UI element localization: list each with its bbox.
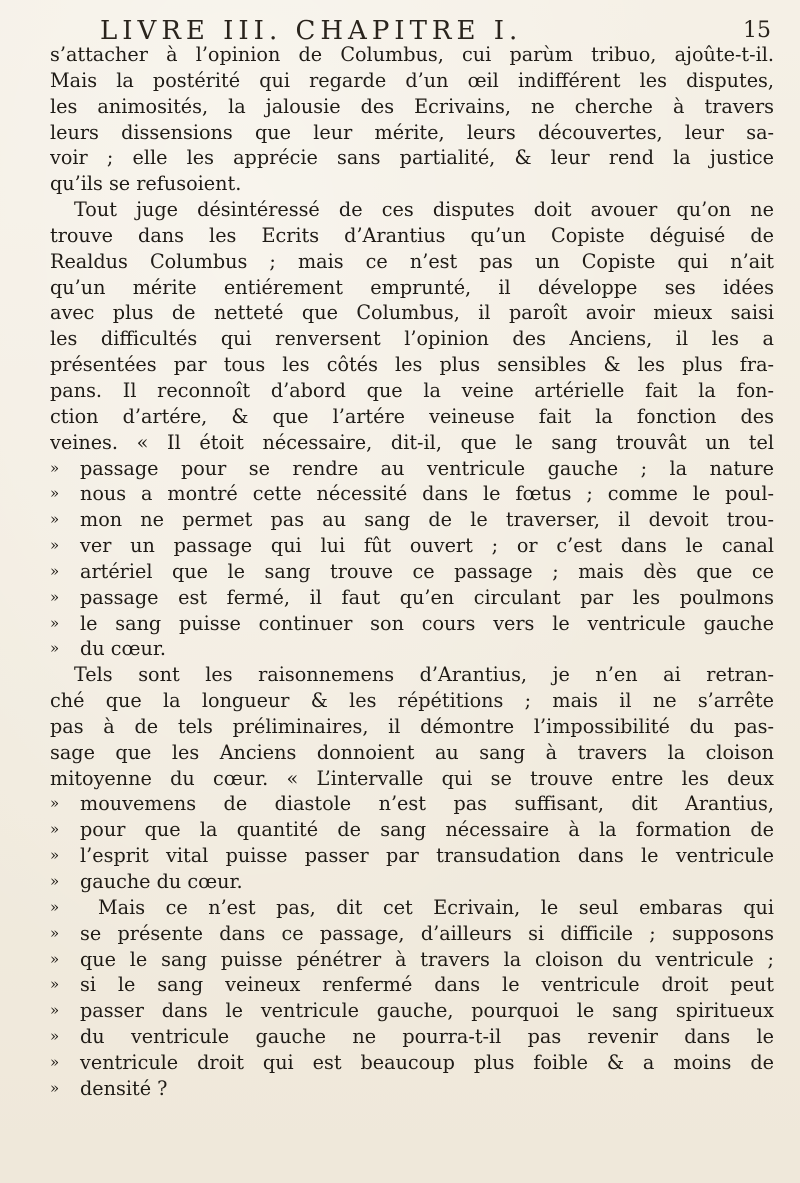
text-line <box>50 895 774 921</box>
text-line-content: Mais la postérité qui regarde d’un œil indifférent les disputes, <box>50 68 774 92</box>
text-line <box>50 662 774 688</box>
body-text <box>50 42 774 1102</box>
text-line-content: ché que la longueur & les répétitions ; mais il ne s’arrête <box>50 689 774 713</box>
text-line <box>50 1076 774 1102</box>
text-line-content: du ventricule gauche ne pourra-t-il pas revenir dans le <box>80 1025 774 1049</box>
text-line-content: passage est fermé, il faut qu’en circulant par les poulmons <box>80 585 774 609</box>
text-line-content: que le sang puisse pénétrer à travers la cloison du ventricule ; <box>80 947 774 971</box>
quote-mark: » <box>50 639 60 658</box>
text-line-content: passage pour se rendre au ventricule gauche ; la nature <box>80 456 774 480</box>
text-line-content: du cœur. <box>80 637 166 661</box>
text-line <box>50 817 774 843</box>
text-line-content: voir ; elle les apprécie sans partialité, & leur rend la justice <box>50 146 774 170</box>
quote-mark: » <box>50 587 60 606</box>
text-line <box>50 378 774 404</box>
text-line-content: avec plus de netteté que Columbus, il paroît avoir mieux saisi <box>50 301 774 325</box>
text-line-content: qu’un mérite entiérement emprunté, il développe ses idées <box>50 275 774 299</box>
text-line-content: ver un passage qui lui fût ouvert ; or c’est dans le canal <box>80 534 774 558</box>
text-line <box>50 430 774 456</box>
text-line-content: veines. « Il étoit nécessaire, dit-il, que le sang trouvât un tel <box>50 430 774 454</box>
quote-mark: » <box>50 536 60 555</box>
text-line-content: Tout juge désintéressé de ces disputes doit avouer qu’on ne <box>74 198 774 222</box>
text-line <box>50 636 774 662</box>
text-line <box>50 559 774 585</box>
text-line-content: se présente dans ce passage, d’ailleurs si difficile ; supposons <box>80 921 774 945</box>
quote-mark: » <box>50 1078 60 1097</box>
text-line-content: densité ? <box>80 1076 168 1100</box>
text-line-content: Mais ce n’est pas, dit cet Ecrivain, le seul embaras qui <box>98 895 774 919</box>
text-line <box>50 533 774 559</box>
text-line <box>50 869 774 895</box>
text-line <box>50 171 774 197</box>
quote-mark: » <box>50 975 60 994</box>
text-line <box>50 352 774 378</box>
text-line-content: présentées par tous les côtés les plus sensibles & les plus fra- <box>50 353 774 377</box>
text-line <box>50 507 774 533</box>
text-line-content: nous a montré cette nécessité dans le fœtus ; comme le poul- <box>80 482 774 506</box>
text-line-content: ventricule droit qui est beaucoup plus foible & a moins de <box>80 1050 774 1074</box>
text-line-content: mon ne permet pas au sang de le traverser, il devoit trou- <box>80 508 774 532</box>
text-line-content: passer dans le ventricule gauche, pourquoi le sang spiritueux <box>80 999 774 1023</box>
text-line-content: l’esprit vital puisse passer par transudation dans le ventricule <box>80 844 774 868</box>
text-line <box>50 843 774 869</box>
running-title: LIVRE III. CHAPITRE I. <box>100 16 523 46</box>
quote-mark: » <box>50 897 60 916</box>
quote-mark: » <box>50 820 60 839</box>
text-line-content: le sang puisse continuer son cours vers le ventricule gauche <box>80 611 774 635</box>
text-line-content: s’attacher à l’opinion de Columbus, cui parùm tribuo, ajoûte-t-il. <box>50 43 774 66</box>
text-line-content: les difficultés qui renversent l’opinion des Anciens, il les a <box>50 327 774 351</box>
text-line <box>50 1050 774 1076</box>
quote-mark: » <box>50 1027 60 1046</box>
text-line <box>50 275 774 301</box>
text-line-content: gauche du cœur. <box>80 870 243 893</box>
text-line <box>50 68 774 94</box>
text-line-content: pans. Il reconnoît d’abord que la veine artérielle fait la fon- <box>50 378 774 402</box>
text-line-content: Realdus Columbus ; mais ce n’est pas un Copiste qui n’ait <box>50 249 774 273</box>
text-line <box>50 120 774 146</box>
quote-mark: » <box>50 846 60 865</box>
quote-mark: » <box>50 510 60 529</box>
text-line-content: leurs dissensions que leur mérite, leurs découvertes, leur sa- <box>50 120 774 144</box>
quote-mark: » <box>50 872 60 890</box>
quote-mark: » <box>50 794 60 813</box>
text-line <box>50 766 774 792</box>
text-line <box>50 223 774 249</box>
text-line-content: si le sang veineux renfermé dans le ventricule droit peut <box>80 973 774 997</box>
text-line <box>50 94 774 120</box>
text-line-content: ction d’artére, & que l’artére veineuse fait la fonction des <box>50 404 774 428</box>
quote-mark: » <box>50 923 60 942</box>
text-line <box>50 404 774 430</box>
quote-mark: » <box>50 949 60 968</box>
text-line <box>50 326 774 352</box>
text-line <box>50 456 774 482</box>
text-line <box>50 145 774 171</box>
text-line <box>50 972 774 998</box>
text-line <box>50 947 774 973</box>
text-line-content: mouvemens de diastole n’est pas suffisant, dit Arantius, <box>80 792 774 816</box>
text-line-content: les animosités, la jalousie des Ecrivains, ne cherche à travers <box>50 94 774 118</box>
text-line-content: mitoyenne du cœur. « L’intervalle qui se trouve entre les deux <box>50 766 774 790</box>
text-line-content: pas à de tels préliminaires, il démontre l’impossibilité du pas- <box>50 714 774 738</box>
text-line <box>50 197 774 223</box>
quote-mark: » <box>50 1001 60 1020</box>
text-line <box>50 1024 774 1050</box>
text-line <box>50 998 774 1024</box>
text-line-content: trouve dans les Ecrits d’Arantius qu’un Copiste déguisé de <box>50 223 774 247</box>
quote-mark: » <box>50 484 60 503</box>
text-line <box>50 481 774 507</box>
text-line <box>50 611 774 637</box>
text-line <box>50 791 774 817</box>
text-line-content: Tels sont les raisonnemens d’Arantius, je n’en ai retran- <box>74 663 774 687</box>
text-line <box>50 714 774 740</box>
text-line <box>50 300 774 326</box>
text-line-content: artériel que le sang trouve ce passage ; mais dès que ce <box>80 559 774 583</box>
text-line-content: qu’ils se refusoient. <box>50 172 242 196</box>
quote-mark: » <box>50 458 60 477</box>
quote-mark: » <box>50 613 60 632</box>
text-line <box>50 249 774 275</box>
text-line <box>50 740 774 766</box>
quote-mark: » <box>50 561 60 580</box>
text-line-content: pour que la quantité de sang nécessaire à la formation de <box>80 818 774 842</box>
page-number: 15 <box>743 18 771 43</box>
quote-mark: » <box>50 1052 60 1071</box>
text-line <box>50 688 774 714</box>
text-line <box>50 42 774 68</box>
text-line <box>50 585 774 611</box>
text-line-content: sage que les Anciens donnoient au sang à travers la cloison <box>50 740 774 764</box>
text-line <box>50 921 774 947</box>
